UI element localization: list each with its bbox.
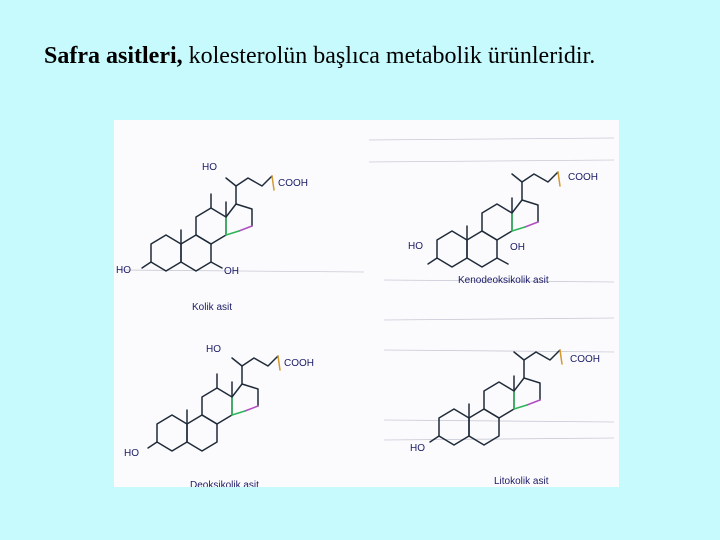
label-cooh: COOH (570, 354, 600, 365)
molecule-kenodeoksikolik-asit (408, 172, 598, 286)
label-ho-top: HO (202, 162, 217, 173)
label-oh: OH (224, 266, 239, 277)
molecule-kolik-asit (116, 162, 308, 313)
slide-title (44, 42, 684, 71)
label-cooh: COOH (284, 358, 314, 369)
title-rest: kolesterolün başlıca metabolik ürünleridir. (182, 43, 596, 69)
molecule-name: Kenodeoksikolik asit (458, 275, 549, 286)
label-oh: OH (510, 242, 525, 253)
molecule-name: Deoksikolik asit (190, 480, 259, 487)
molecule-deoksikolik-asit (124, 344, 314, 487)
bile-acid-figure (114, 120, 619, 487)
label-ho-left: HO (116, 265, 131, 276)
molecule-name: Kolik asit (192, 302, 233, 313)
title-bold: Safra asitleri, (44, 43, 183, 69)
label-ho-left: HO (408, 241, 423, 252)
molecule-litokolik-asit (410, 350, 600, 487)
label-cooh: COOH (278, 178, 308, 189)
label-ho-left: HO (410, 443, 425, 454)
label-cooh: COOH (568, 172, 598, 183)
label-ho-left: HO (124, 448, 139, 459)
figure-canvas (114, 120, 619, 487)
molecule-name: Litokolik asit (494, 476, 549, 487)
label-ho-top: HO (206, 344, 221, 355)
